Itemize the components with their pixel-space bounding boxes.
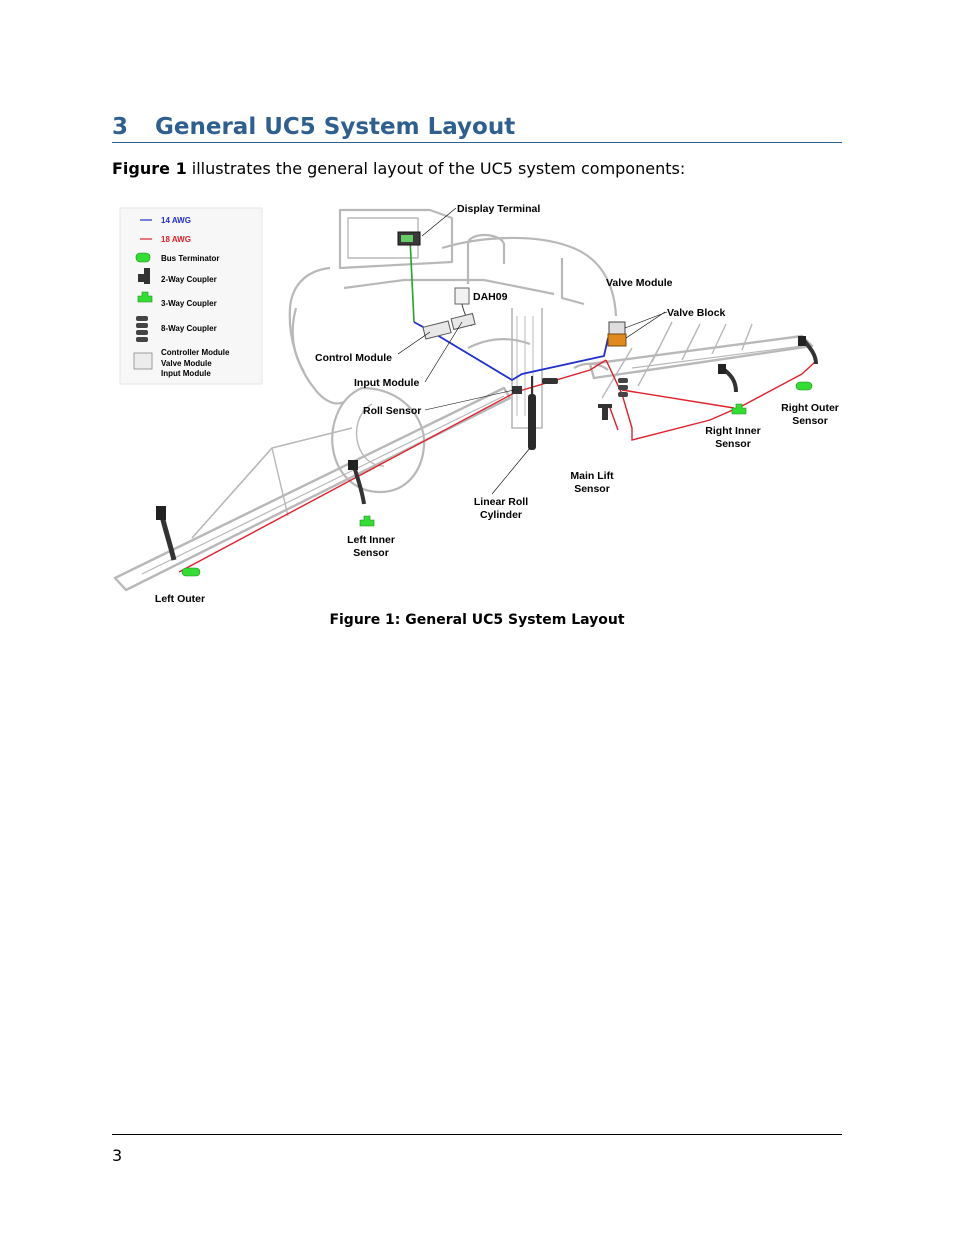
label-left-inner-sensor: Sensor xyxy=(353,547,389,559)
label-right-outer-sensor: Sensor xyxy=(792,415,828,427)
main-lift-sensor-icon[interactable] xyxy=(598,404,612,420)
module-icon xyxy=(134,353,152,369)
label-linear-roll: Linear Roll xyxy=(473,496,529,508)
footer-rule xyxy=(112,1134,842,1135)
page-number: 3 xyxy=(112,1146,123,1165)
legend-3way-coupler: 3-Way Coupler xyxy=(161,299,217,308)
valve-module-icon[interactable] xyxy=(609,322,625,334)
control-module-icon[interactable] xyxy=(423,321,451,339)
label-main-lift-sensor: Sensor xyxy=(574,483,610,495)
figure-caption: Figure 1: General UC5 System Layout xyxy=(329,612,625,628)
section-number: 3 xyxy=(112,114,129,140)
label-control-module: Control Module xyxy=(315,352,392,364)
tractor-outline xyxy=(290,210,616,492)
label-right-inner-sensor: Sensor xyxy=(715,438,751,450)
input-module-icon[interactable] xyxy=(451,313,475,329)
legend-input-module: Input Module xyxy=(161,369,211,378)
intro-paragraph xyxy=(112,158,842,180)
label-main-lift: Main Lift xyxy=(570,470,614,482)
legend-14awg: 14 AWG xyxy=(161,216,191,225)
label-roll-sensor: Roll Sensor xyxy=(363,405,422,417)
legend-bus-terminator: Bus Terminator xyxy=(161,254,220,263)
legend-controller-module: Controller Module xyxy=(161,348,230,357)
section-heading xyxy=(112,112,842,143)
intro-text: illustrates the general layout of the UC5 system components: xyxy=(186,159,686,178)
legend-2way-coupler: 2-Way Coupler xyxy=(161,275,217,284)
label-left-inner: Left Inner xyxy=(347,534,395,546)
label-right-outer: Right Outer xyxy=(781,402,839,414)
figure-reference[interactable]: Figure 1 xyxy=(112,159,187,178)
legend-valve-module: Valve Module xyxy=(161,359,212,368)
bus-terminator-icon xyxy=(182,568,200,576)
label-input-module: Input Module xyxy=(354,377,420,389)
label-display-terminal: Display Terminal xyxy=(457,203,541,215)
bus-terminator-icon xyxy=(796,382,812,390)
display-terminal-icon[interactable] xyxy=(398,232,420,245)
label-dah09: DAH09 xyxy=(473,291,508,303)
label-left-outer: Left Outer xyxy=(154,593,206,605)
label-right-inner: Right Inner xyxy=(705,425,761,437)
label-valve-module: Valve Module xyxy=(606,277,673,289)
system-layout-drawing xyxy=(112,198,852,610)
valve-block-icon[interactable] xyxy=(608,334,626,346)
legend-8way-coupler: 8-Way Coupler xyxy=(161,324,217,333)
section-title: General UC5 System Layout xyxy=(155,114,516,140)
label-valve-block: Valve Block xyxy=(667,307,726,319)
legend xyxy=(120,208,262,384)
legend-18awg: 18 AWG xyxy=(161,235,191,244)
system-layout-figure xyxy=(112,198,852,610)
label-linear-roll-cylinder: Cylinder xyxy=(479,509,523,521)
bus-terminator-icon xyxy=(136,253,150,262)
